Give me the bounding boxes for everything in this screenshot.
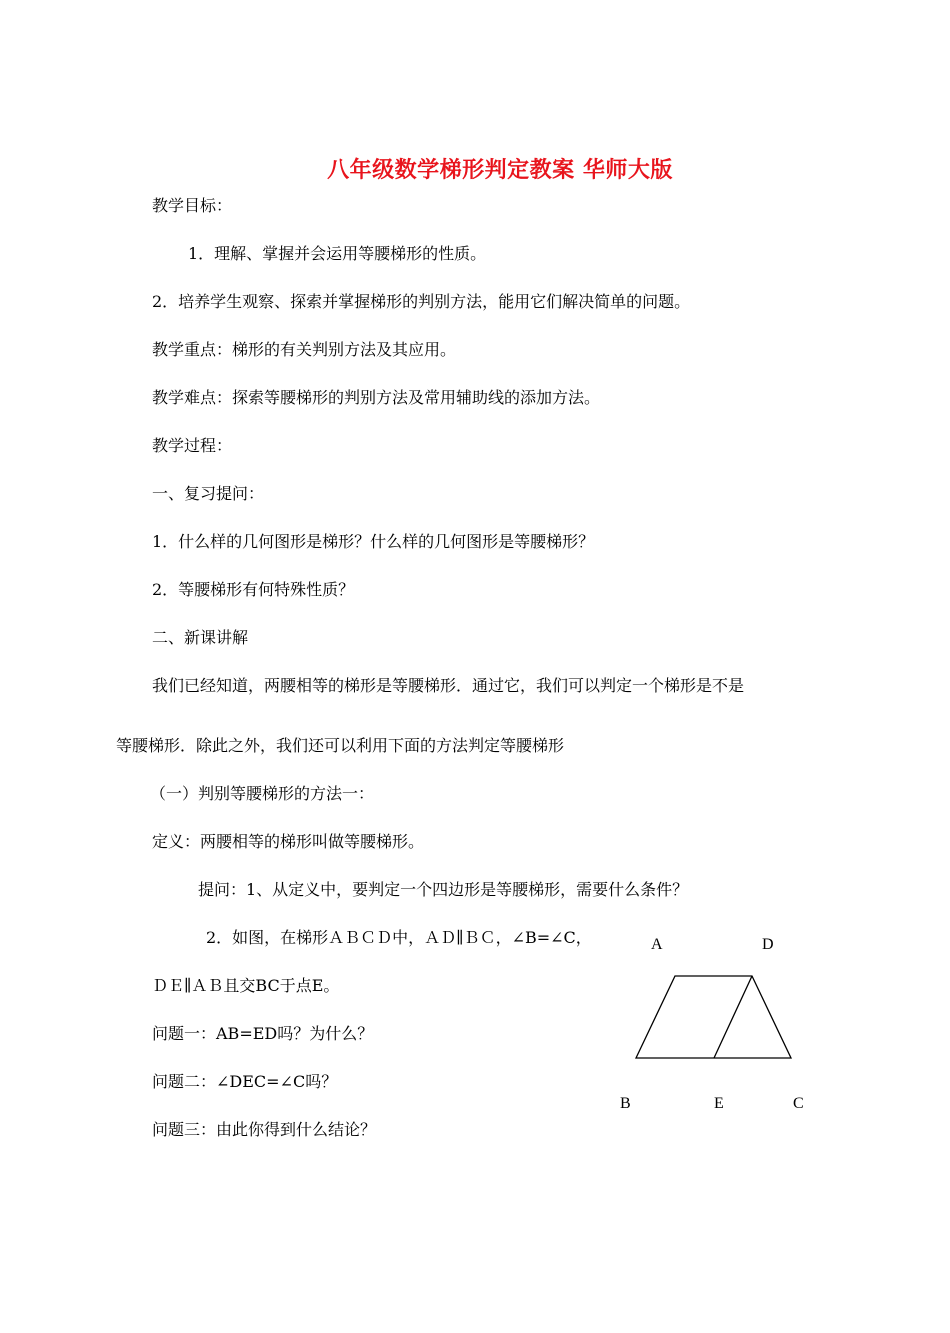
process-heading: 教学过程：: [152, 436, 233, 455]
question-1: 问题一：AB=ED吗？为什么？: [152, 1024, 374, 1043]
question-3: 问题三：由此你得到什么结论？: [152, 1120, 377, 1139]
review-question-1: 1．什么样的几何图形是梯形？什么样的几何图形是等腰梯形？: [152, 532, 595, 551]
goal-1: 1．理解、掌握并会运用等腰梯形的性质。: [188, 244, 487, 263]
paragraph-line-2: 等腰梯形．除此之外，我们还可以利用下面的方法判定等腰梯形: [116, 736, 565, 755]
question-2: 问题二：∠DEC=∠C吗？: [152, 1072, 338, 1091]
difficulty: 教学难点：探索等腰梯形的判别方法及常用辅助线的添加方法。: [152, 388, 601, 407]
trapezoid-figure: [600, 925, 840, 1125]
label-b: B: [620, 1095, 631, 1112]
goals-heading: 教学目标：: [152, 196, 233, 215]
label-e: E: [714, 1095, 724, 1112]
review-question-2: 2．等腰梯形有何特殊性质？: [152, 580, 355, 599]
goal-2: 2．培养学生观察、探索并掌握梯形的判别方法，能用它们解决简单的问题。: [152, 292, 691, 311]
ask-2: 2．如图，在梯形ＡＢＣＤ中，ＡＤ∥ＢＣ，∠B=∠C，: [206, 928, 592, 947]
segment-de: [714, 976, 752, 1058]
trapezoid-diagram: [600, 925, 840, 1125]
label-a: A: [651, 936, 663, 953]
trapezoid-abcd: [636, 976, 791, 1058]
key-point: 教学重点：梯形的有关判别方法及其应用。: [152, 340, 457, 359]
document-title: 八年级数学梯形判定教案 华师大版: [327, 157, 673, 183]
method-1-heading: （一）判别等腰梯形的方法一：: [150, 784, 375, 803]
definition: 定义：两腰相等的梯形叫做等腰梯形。: [152, 832, 425, 851]
ask-1: 提问：1、从定义中，要判定一个四边形是等腰梯形，需要什么条件？: [198, 880, 689, 899]
review-heading: 一、复习提问：: [152, 484, 265, 503]
paragraph-line-1: 我们已经知道，两腰相等的梯形是等腰梯形．通过它，我们可以判定一个梯形是不是: [152, 676, 745, 695]
label-c: C: [793, 1095, 804, 1112]
ask-2-continued: ＤＥ∥ＡＢ且交BC于点E。: [152, 976, 340, 995]
new-lesson-heading: 二、新课讲解: [152, 628, 249, 647]
label-d: D: [762, 936, 774, 953]
